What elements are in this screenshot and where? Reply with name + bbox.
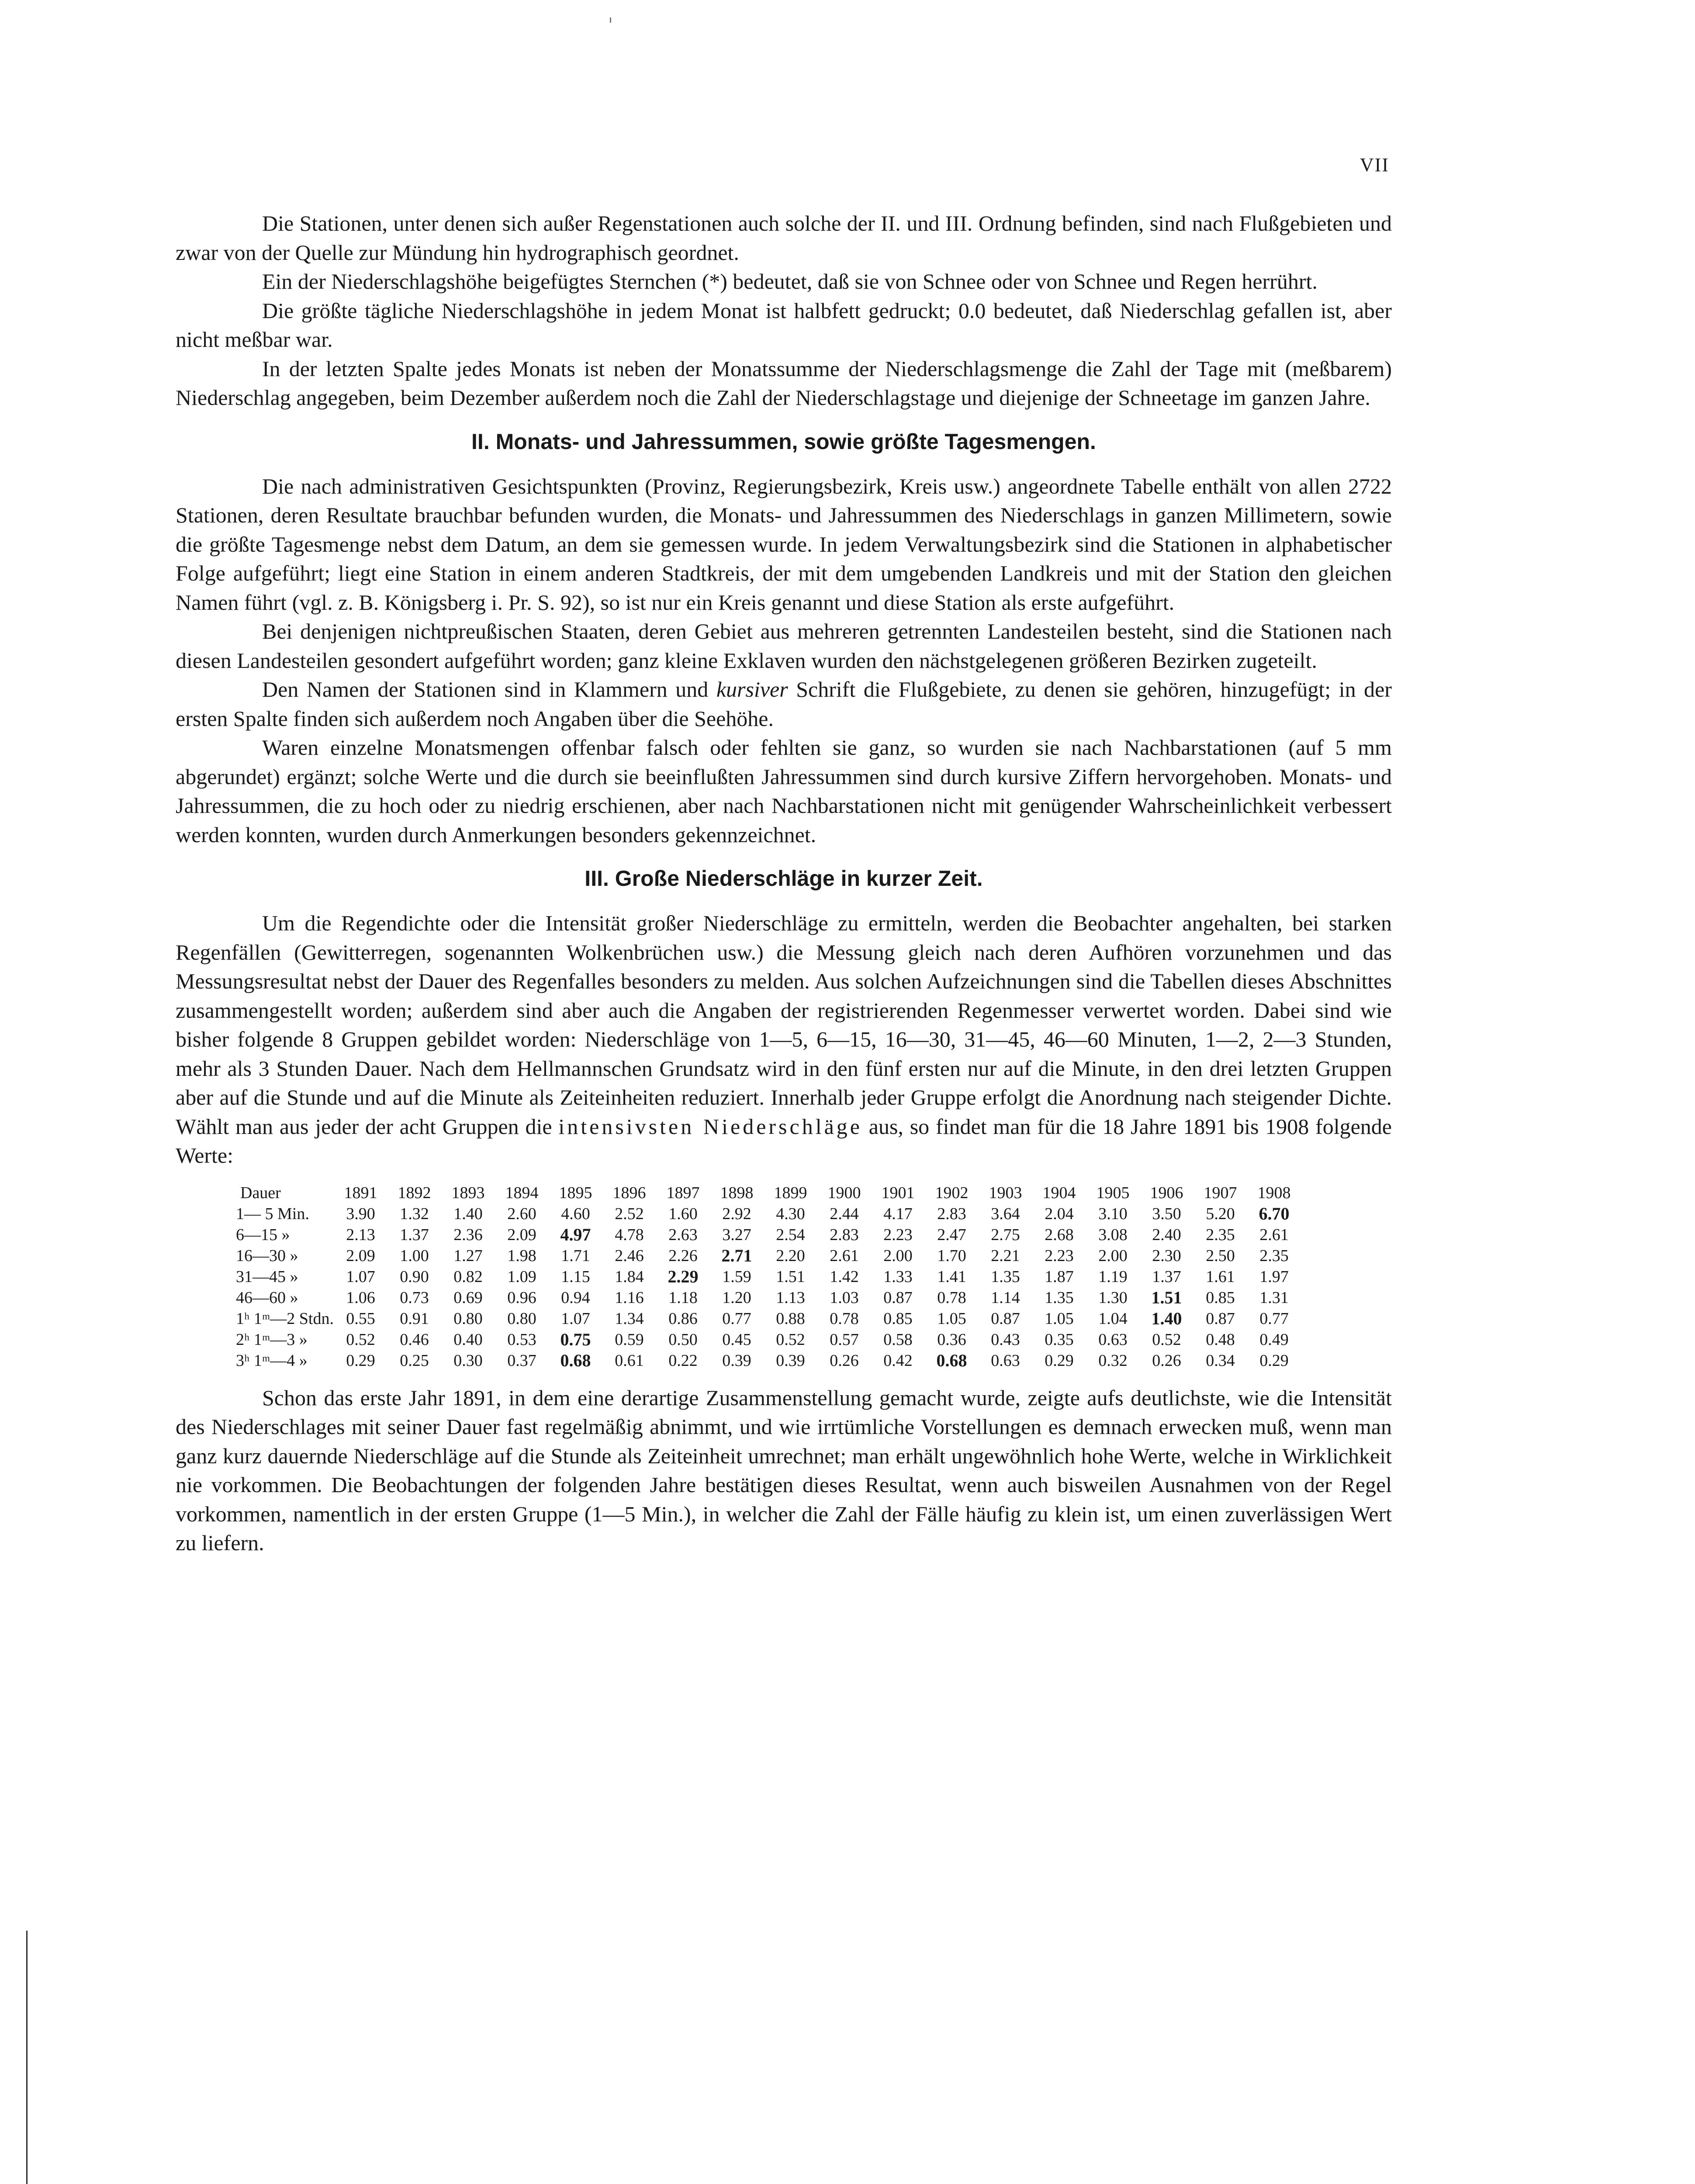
max-value-cell: 2.71 <box>721 1245 752 1265</box>
value-cell: 0.22 <box>668 1351 698 1370</box>
value-cell: 1.32 <box>400 1204 429 1223</box>
table-header-row <box>236 1182 1301 1203</box>
value-cell: 0.34 <box>1206 1351 1235 1370</box>
value-cell: 1.15 <box>561 1267 590 1286</box>
value-cell: 1.18 <box>668 1288 698 1307</box>
paragraph <box>176 909 1392 1170</box>
value-cell: 3.64 <box>991 1204 1020 1223</box>
year-header: 1896 <box>612 1183 646 1202</box>
paragraph <box>176 675 1392 733</box>
page-content <box>176 209 1392 1558</box>
value-cell: 1.20 <box>722 1288 751 1307</box>
value-cell: 3.10 <box>1098 1204 1128 1223</box>
value-cell: 0.29 <box>1045 1351 1074 1370</box>
value-cell: 0.48 <box>1206 1330 1235 1349</box>
value-cell: 0.30 <box>453 1351 483 1370</box>
value-cell: 0.25 <box>400 1351 429 1370</box>
max-value-cell: 1.51 <box>1151 1287 1182 1307</box>
value-cell: 1.84 <box>615 1267 644 1286</box>
value-cell: 0.78 <box>937 1288 966 1307</box>
value-cell: 1.16 <box>615 1288 644 1307</box>
value-cell: 3.50 <box>1152 1204 1181 1223</box>
value-cell: 0.39 <box>776 1351 805 1370</box>
duration-header: Dauer <box>240 1183 281 1202</box>
spaced-emphasis: intensivsten Niederschläge <box>558 1114 862 1139</box>
value-cell: 1.30 <box>1098 1288 1128 1307</box>
text-run: Schrift die Flußgebiete, zu denen sie gehören, hinzugefügt; in der ersten Spalte finden sich außerdem noch Angaben über die Seehöhe. <box>176 677 1392 731</box>
value-cell: 0.87 <box>883 1288 913 1307</box>
value-cell: 2.63 <box>668 1225 698 1244</box>
value-cell: 0.26 <box>830 1351 859 1370</box>
table-row <box>236 1329 1301 1350</box>
value-cell: 2.92 <box>722 1204 751 1223</box>
value-cell: 2.00 <box>1098 1246 1128 1265</box>
year-header: 1899 <box>774 1183 807 1202</box>
value-cell: 0.50 <box>668 1330 698 1349</box>
value-cell: 2.36 <box>453 1225 483 1244</box>
value-cell: 2.13 <box>346 1225 375 1244</box>
year-header: 1894 <box>505 1183 539 1202</box>
value-cell: 3.27 <box>722 1225 751 1244</box>
value-cell: 1.97 <box>1259 1267 1289 1286</box>
section-heavy-rain <box>176 864 1392 1558</box>
value-cell: 4.60 <box>561 1204 590 1223</box>
value-cell: 1.87 <box>1045 1267 1074 1286</box>
value-cell: 1.42 <box>830 1267 859 1286</box>
value-cell: 0.39 <box>722 1351 751 1370</box>
value-cell: 1.34 <box>615 1309 644 1328</box>
year-header: 1893 <box>451 1183 485 1202</box>
section-heading: III. Große Niederschläge in kurzer Zeit. <box>585 866 983 891</box>
value-cell: 0.85 <box>1206 1288 1235 1307</box>
value-cell: 1.59 <box>722 1267 751 1286</box>
value-cell: 1.60 <box>668 1204 698 1223</box>
value-cell: 0.49 <box>1259 1330 1289 1349</box>
section-monthly-sums <box>176 427 1392 850</box>
italic-text: kursiver <box>716 677 788 702</box>
value-cell: 2.00 <box>883 1246 913 1265</box>
value-cell: 0.26 <box>1152 1351 1181 1370</box>
table-row <box>236 1350 1301 1371</box>
value-cell: 0.63 <box>1098 1330 1128 1349</box>
value-cell: 2.52 <box>615 1204 644 1223</box>
year-header: 1895 <box>559 1183 592 1202</box>
duration-cell: 1ʰ 1ᵐ—2 Stdn. <box>236 1309 334 1328</box>
text-run: Um die Regendichte oder die Intensität großer Niederschläge zu ermitteln, werden die Beobachter angehalten, bei starken Regenfällen (Gewitterregen, sogenannten Wolkenbrüchen usw.) die Messung gleich nach deren Aufhören vorzunehmen und das Messungsresultat nebst der Dauer des Regenfalles besonders zu melden. Aus solchen Aufzeichnungen sind die Tabellen dieses Abschnittes zusammengestellt worden; außerdem sind aber auch die Angaben der registrierenden Regenmesser verwertet worden. Dabei sind wie bisher folgende 8 Gruppen gebildet worden: Niederschläge von 1—5, 6—15, 16—30, 31—45, 46—60 Minuten, 1—2, 2—3 Stunden, mehr als 3 Stunden Dauer. Nach dem Hellmannschen Grundsatz wird in den fünf ersten nur auf die Minute, in den drei letzten Gruppen aber auf die Stunde und auf die Minute als Zeiteinheiten reduziert. Innerhalb jeder Gruppe erfolgt die Anordnung nach steigender Dichte. Wählt man aus jeder der acht Gruppen die <box>176 911 1392 1139</box>
value-cell: 2.30 <box>1152 1246 1181 1265</box>
year-header: 1907 <box>1204 1183 1237 1202</box>
value-cell: 0.85 <box>883 1309 913 1328</box>
scan-margin-line <box>26 1931 28 2184</box>
year-header: 1900 <box>827 1183 861 1202</box>
value-cell: 0.80 <box>507 1309 536 1328</box>
value-cell: 4.30 <box>776 1204 805 1223</box>
value-cell: 0.63 <box>991 1351 1020 1370</box>
year-header: 1905 <box>1096 1183 1130 1202</box>
value-cell: 0.73 <box>400 1288 429 1307</box>
value-cell: 1.41 <box>937 1267 966 1286</box>
table-row <box>236 1203 1301 1224</box>
value-cell: 0.78 <box>830 1309 859 1328</box>
value-cell: 0.52 <box>346 1330 375 1349</box>
duration-cell: 2ʰ 1ᵐ—3 » <box>236 1330 308 1349</box>
value-cell: 2.23 <box>883 1225 913 1244</box>
value-cell: 1.13 <box>776 1288 805 1307</box>
value-cell: 1.07 <box>346 1267 375 1286</box>
max-value-cell: 1.40 <box>1151 1308 1182 1328</box>
max-value-cell: 6.70 <box>1259 1203 1290 1223</box>
paragraph: Die größte tägliche Niederschlagshöhe in jedem Monat ist halbfett gedruckt; 0.0 bedeutet, daß Niederschlag gefallen ist, aber nicht meßbar war. <box>176 298 1392 352</box>
value-cell: 1.00 <box>400 1246 429 1265</box>
value-cell: 4.17 <box>883 1204 913 1223</box>
value-cell: 0.52 <box>776 1330 805 1349</box>
value-cell: 2.60 <box>507 1204 536 1223</box>
year-header: 1897 <box>666 1183 700 1202</box>
page-number: VII <box>1359 154 1389 176</box>
duration-cell: 6—15 » <box>236 1225 290 1244</box>
value-cell: 1.61 <box>1206 1267 1235 1286</box>
value-cell: 1.05 <box>937 1309 966 1328</box>
intensity-table-wrap <box>236 1182 1392 1371</box>
value-cell: 1.07 <box>561 1309 590 1328</box>
value-cell: 0.86 <box>668 1309 698 1328</box>
value-cell: 2.35 <box>1259 1246 1289 1265</box>
table-body <box>236 1203 1301 1371</box>
section-station-notes <box>176 209 1392 412</box>
value-cell: 2.40 <box>1152 1225 1181 1244</box>
table-row <box>236 1287 1301 1308</box>
value-cell: 0.40 <box>453 1330 483 1349</box>
value-cell: 1.04 <box>1098 1309 1128 1328</box>
value-cell: 0.69 <box>453 1288 483 1307</box>
year-header: 1901 <box>881 1183 915 1202</box>
value-cell: 0.88 <box>776 1309 805 1328</box>
value-cell: 1.40 <box>453 1204 483 1223</box>
max-value-cell: 0.68 <box>560 1350 591 1370</box>
value-cell: 1.33 <box>883 1267 913 1286</box>
value-cell: 5.20 <box>1206 1204 1235 1223</box>
value-cell: 1.19 <box>1098 1267 1128 1286</box>
value-cell: 3.90 <box>346 1204 375 1223</box>
max-value-cell: 2.29 <box>668 1266 699 1286</box>
value-cell: 0.53 <box>507 1330 536 1349</box>
value-cell: 1.70 <box>937 1246 966 1265</box>
year-header: 1904 <box>1042 1183 1076 1202</box>
value-cell: 1.37 <box>1152 1267 1181 1286</box>
value-cell: 1.35 <box>1045 1288 1074 1307</box>
value-cell: 2.21 <box>991 1246 1020 1265</box>
value-cell: 0.45 <box>722 1330 751 1349</box>
value-cell: 0.77 <box>1259 1309 1289 1328</box>
year-header: 1891 <box>344 1183 377 1202</box>
paragraph: Waren einzelne Monatsmengen offenbar falsch oder fehlten sie ganz, so wurden sie nach Nachbarstationen (auf 5 mm abgerundet) ergänzt; solche Werte und die durch sie beeinflußten Jahressummen sind durch kursive Ziffern hervorgehoben. Monats- und Jahressummen, die zu hoch oder zu niedrig erschienen, aber nach Nachbarstationen nicht mit genügender Wahrscheinlichkeit verbessert werden konnten, wurden durch Anmerkungen besonders gekennzeichnet. <box>176 735 1392 847</box>
value-cell: 2.61 <box>1259 1225 1289 1244</box>
value-cell: 1.37 <box>400 1225 429 1244</box>
value-cell: 1.05 <box>1045 1309 1074 1328</box>
value-cell: 2.54 <box>776 1225 805 1244</box>
value-cell: 0.80 <box>453 1309 483 1328</box>
value-cell: 1.31 <box>1259 1288 1289 1307</box>
paragraph: Ein der Niederschlagshöhe beigefügtes Sternchen (*) bedeutet, daß sie von Schnee oder von Schnee und Regen herrührt. <box>262 269 1318 294</box>
paragraph: Schon das erste Jahr 1891, in dem eine derartige Zusammenstellung gemacht wurde, zeigte aufs deutlichste, wie die Intensität des Niederschlages mit seiner Dauer fast regelmäßig abnimmt, und wie irrtümliche Vorstellungen es demnach erwecken muß, wenn man ganz kurz dauernde Niederschläge auf die Stunde als Zeiteinheit umrechnet; man erhält ungewöhnlich hohe Werte, welche in Wirklichkeit nie vorkommen. Die Beobachtungen der folgenden Jahre bestätigen dieses Resultat, wenn auch bisweilen Ausnahmen von der Regel vorkommen, namentlich in der ersten Gruppe (1—5 Min.), in welcher die Zahl der Fälle häufig zu klein ist, um einen zuverlässigen Wert zu liefern. <box>176 1385 1392 1555</box>
value-cell: 1.98 <box>507 1246 536 1265</box>
paragraph: Die Stationen, unter denen sich außer Regenstationen auch solche der II. und III. Ordnung befinden, sind nach Flußgebieten und zwar von der Quelle zur Mündung hin hydrographisch geordnet. <box>176 211 1392 265</box>
value-cell: 0.57 <box>830 1330 859 1349</box>
value-cell: 2.75 <box>991 1225 1020 1244</box>
value-cell: 0.35 <box>1045 1330 1074 1349</box>
duration-cell: 46—60 » <box>236 1288 298 1307</box>
year-header: 1892 <box>398 1183 431 1202</box>
table-row <box>236 1266 1301 1287</box>
value-cell: 2.35 <box>1206 1225 1235 1244</box>
value-cell: 0.29 <box>346 1351 375 1370</box>
value-cell: 1.06 <box>346 1288 375 1307</box>
year-header: 1898 <box>720 1183 754 1202</box>
value-cell: 2.23 <box>1045 1246 1074 1265</box>
value-cell: 0.58 <box>883 1330 913 1349</box>
value-cell: 2.50 <box>1206 1246 1235 1265</box>
value-cell: 2.44 <box>830 1204 859 1223</box>
value-cell: 0.46 <box>400 1330 429 1349</box>
value-cell: 0.91 <box>400 1309 429 1328</box>
value-cell: 2.20 <box>776 1246 805 1265</box>
value-cell: 1.27 <box>453 1246 483 1265</box>
paragraph: Bei denjenigen nichtpreußischen Staaten, deren Gebiet aus mehreren getrennten Landesteilen besteht, sind die Stationen nach diesen Landesteilen gesondert aufgeführt worden; ganz kleine Exklaven wurden den nächstgelegenen größeren Bezirken zugeteilt. <box>176 619 1392 673</box>
value-cell: 4.78 <box>615 1225 644 1244</box>
value-cell: 1.51 <box>776 1267 805 1286</box>
value-cell: 0.43 <box>991 1330 1020 1349</box>
max-value-cell: 0.68 <box>936 1350 967 1370</box>
year-header: 1902 <box>935 1183 969 1202</box>
value-cell: 0.59 <box>615 1330 644 1349</box>
value-cell: 2.26 <box>668 1246 698 1265</box>
value-cell: 0.87 <box>991 1309 1020 1328</box>
value-cell: 0.87 <box>1206 1309 1235 1328</box>
max-value-cell: 0.75 <box>560 1329 591 1349</box>
year-header: 1908 <box>1257 1183 1291 1202</box>
value-cell: 2.46 <box>615 1246 644 1265</box>
text-run: Den Namen der Stationen sind in Klammern und <box>262 677 716 702</box>
value-cell: 0.32 <box>1098 1351 1128 1370</box>
value-cell: 0.96 <box>507 1288 536 1307</box>
year-header: 1903 <box>989 1183 1022 1202</box>
value-cell: 0.94 <box>561 1288 590 1307</box>
text-run: aus, so findet man für die 18 Jahre 1891 bis 1908 folgende Werte: <box>176 1114 1392 1168</box>
value-cell: 1.71 <box>561 1246 590 1265</box>
table-row <box>236 1224 1301 1245</box>
duration-cell: 31—45 » <box>236 1267 298 1286</box>
value-cell: 0.90 <box>400 1267 429 1286</box>
value-cell: 0.42 <box>883 1351 913 1370</box>
value-cell: 2.83 <box>937 1204 966 1223</box>
value-cell: 1.14 <box>991 1288 1020 1307</box>
value-cell: 0.77 <box>722 1309 751 1328</box>
duration-cell: 16—30 » <box>236 1246 298 1265</box>
table-row <box>236 1308 1301 1329</box>
value-cell: 2.68 <box>1045 1225 1074 1244</box>
value-cell: 2.61 <box>830 1246 859 1265</box>
value-cell: 2.47 <box>937 1225 966 1244</box>
max-value-cell: 4.97 <box>560 1224 591 1244</box>
value-cell: 2.09 <box>507 1225 536 1244</box>
duration-cell: 3ʰ 1ᵐ—4 » <box>236 1351 308 1370</box>
value-cell: 1.35 <box>991 1267 1020 1286</box>
value-cell: 2.09 <box>346 1246 375 1265</box>
value-cell: 0.55 <box>346 1309 375 1328</box>
table-row <box>236 1245 1301 1266</box>
value-cell: 1.09 <box>507 1267 536 1286</box>
paragraph: Die nach administrativen Gesichtspunkten (Provinz, Regierungsbezirk, Kreis usw.) angeordnete Tabelle enthält von allen 2722 Stationen, deren Resultate brauchbar befunden wurden, die Monats- und Jahressummen des Niederschlags in ganzen Millimetern, sowie die größte Tagesmenge nebst dem Datum, an dem sie gemessen wurde. In jedem Verwaltungsbezirk sind die Stationen in alphabetischer Folge aufgeführt; liegt eine Station in einem anderen Stadtkreis, der mit dem umgebenden Landkreis und mit der Station den gleichen Namen führt (vgl. z. B. Königsberg i. Pr. S. 92), so ist nur ein Kreis genannt und diese Station als erste aufgeführt. <box>176 473 1392 615</box>
value-cell: 0.37 <box>507 1351 536 1370</box>
value-cell: 2.83 <box>830 1225 859 1244</box>
value-cell: 0.61 <box>615 1351 644 1370</box>
duration-cell: 1— 5 Min. <box>236 1204 309 1223</box>
scan-mark <box>610 17 611 23</box>
value-cell: 2.04 <box>1045 1204 1074 1223</box>
value-cell: 0.36 <box>937 1330 966 1349</box>
value-cell: 0.52 <box>1152 1330 1181 1349</box>
intensity-table <box>236 1182 1301 1371</box>
value-cell: 0.29 <box>1259 1351 1289 1370</box>
value-cell: 1.03 <box>830 1288 859 1307</box>
value-cell: 0.82 <box>453 1267 483 1286</box>
year-header: 1906 <box>1150 1183 1183 1202</box>
paragraph: In der letzten Spalte jedes Monats ist neben der Monatssumme der Niederschlagsmenge die Zahl der Tage mit (meßbarem) Niederschlag angegeben, beim Dezember außerdem noch die Zahl der Niederschlagstage und diejenige der Schneetage im ganzen Jahre. <box>176 356 1392 410</box>
section-heading: II. Monats- und Jahressummen, sowie größte Tagesmengen. <box>471 429 1096 454</box>
value-cell: 3.08 <box>1098 1225 1128 1244</box>
